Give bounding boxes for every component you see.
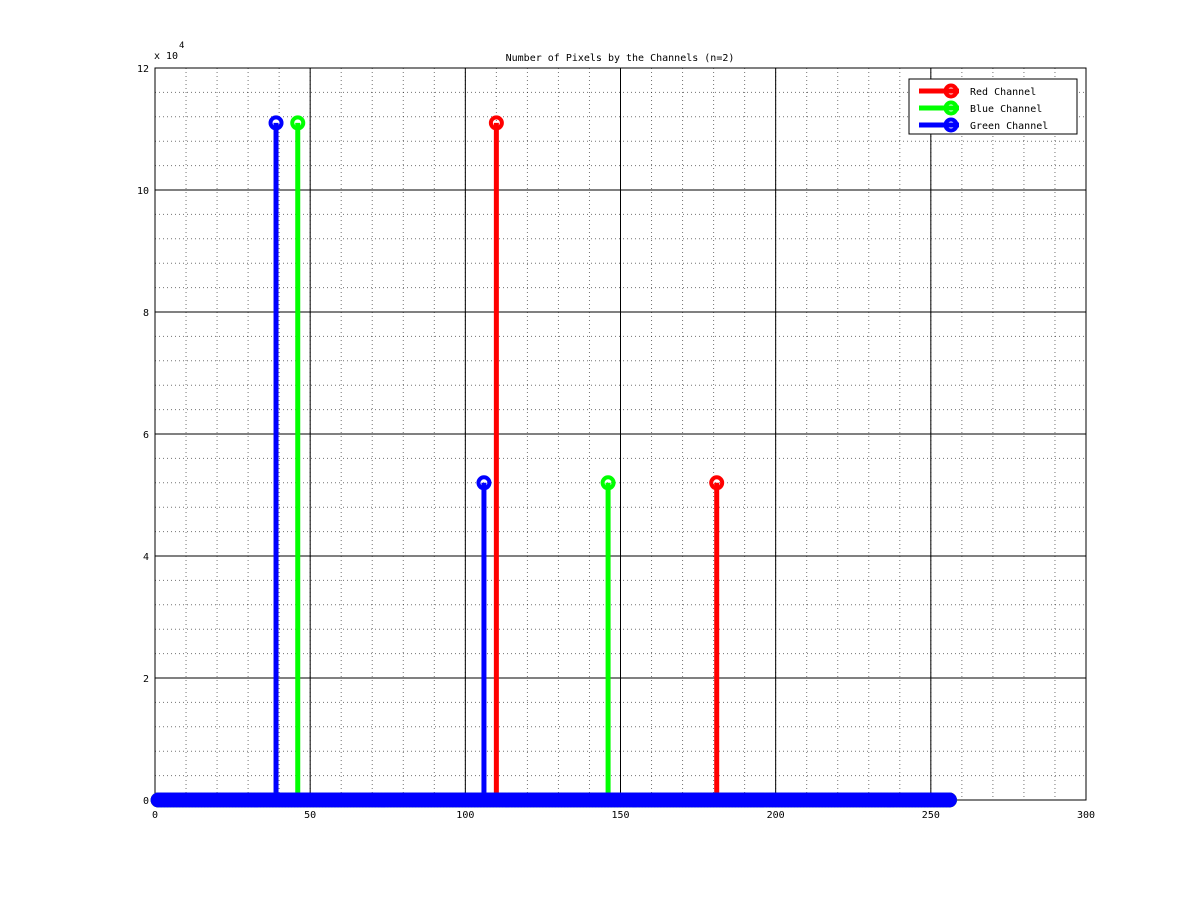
legend[interactable] (909, 79, 1077, 134)
legend-label: Red Channel (970, 87, 1037, 98)
y-tick-label: 2 (142, 674, 149, 685)
y-tick-label: 12 (136, 64, 149, 75)
baseline-green-channel (153, 795, 955, 806)
y-exponent-power: 4 (179, 41, 185, 51)
y-axis (137, 64, 149, 807)
y-tick-label: 4 (142, 552, 149, 563)
y-exponent-base: x 10 (154, 51, 179, 62)
x-tick-label: 200 (766, 810, 785, 821)
baseline-markers (153, 795, 955, 806)
legend-label: Blue Channel (970, 104, 1043, 115)
x-axis (152, 810, 1095, 821)
x-tick-label: 250 (921, 810, 940, 821)
y-tick-label: 0 (142, 796, 149, 807)
y-tick-label: 10 (136, 186, 149, 197)
x-tick-label: 0 (151, 810, 159, 821)
y-tick-label: 6 (142, 430, 149, 441)
y-tick-label: 8 (142, 308, 149, 319)
legend-label: Green Channel (970, 121, 1049, 132)
x-tick-label: 100 (456, 810, 475, 821)
y-exponent-label (154, 41, 184, 62)
chart-title: Number of Pixels by the Channels (n=2) (505, 53, 735, 64)
x-tick-label: 150 (611, 810, 630, 821)
x-tick-label: 50 (304, 810, 317, 821)
x-tick-label: 300 (1076, 810, 1096, 821)
